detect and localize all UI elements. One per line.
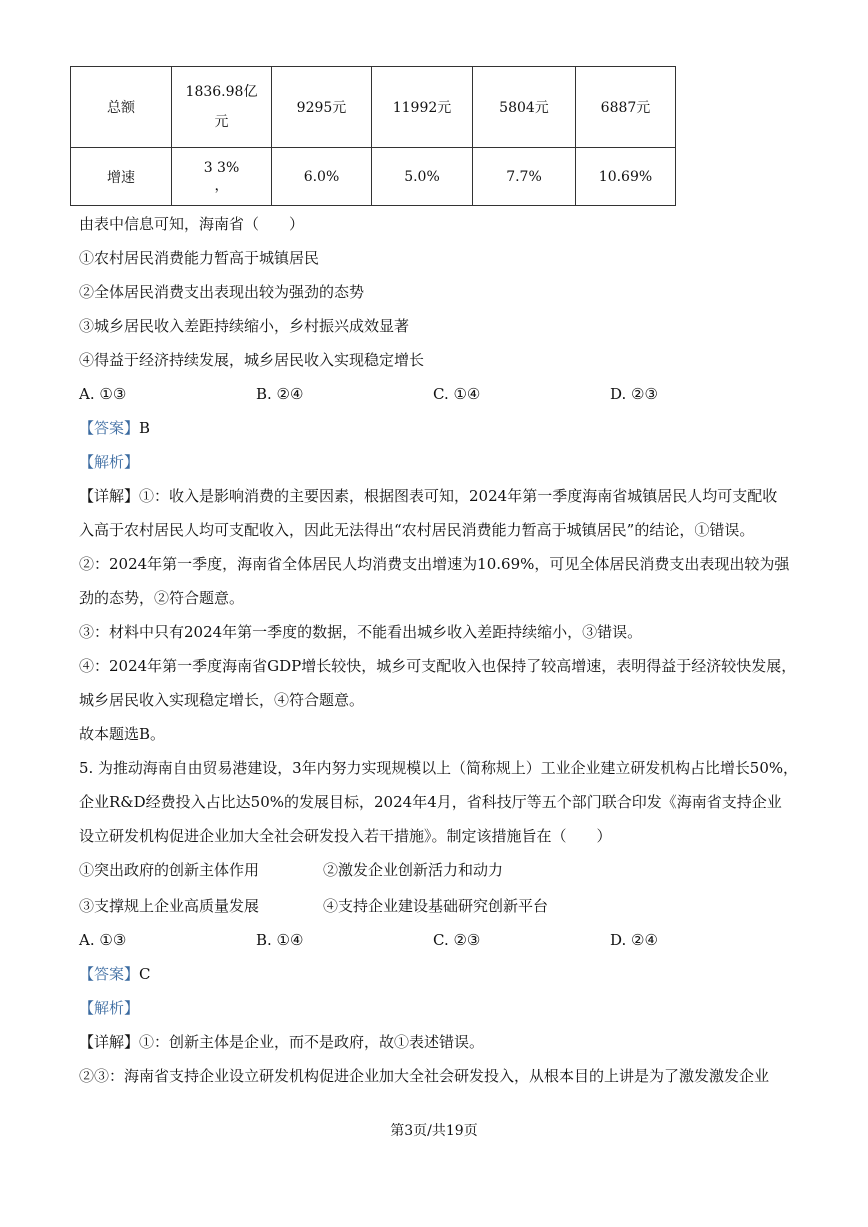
- table-cell: 7.7%: [473, 148, 576, 206]
- analysis-tag: 【解析】: [79, 453, 140, 471]
- table-cell: 6.0%: [272, 148, 372, 206]
- answer-tag: 【答案】: [79, 965, 140, 983]
- option-d: D. ②④: [610, 931, 658, 949]
- detail-line: 入高于农村居民人均可支配收入，因此无法得出“农村居民消费能力暂高于城镇居民”的结论，①错误。: [79, 521, 755, 539]
- option-b: B. ②④: [256, 385, 304, 403]
- statement-item: ③城乡居民收入差距持续缩小，乡村振兴成效显著: [79, 317, 410, 335]
- statement-item: ②激发企业创新活力和动力: [323, 861, 504, 879]
- option-c: C. ②③: [433, 931, 481, 949]
- question-stem: 设立研发机构促进企业加大全社会研发投入若干措施》。制定该措施旨在（ ）: [79, 827, 612, 845]
- option-b: B. ①④: [256, 931, 304, 949]
- detail-text: ①：创新主体是企业，而不是政府，故①表述错误。: [139, 1033, 485, 1051]
- detail-line: 故本题选B。: [79, 725, 166, 743]
- statement-item: ④得益于经济持续发展，城乡居民收入实现稳定增长: [79, 351, 425, 369]
- answer-value: B: [139, 419, 151, 437]
- cell-text: 3 3%: [203, 159, 240, 176]
- cell-text: ，: [214, 177, 229, 194]
- table-row-total: [71, 67, 676, 148]
- table-cell: [172, 67, 272, 148]
- detail-line: ③：材料中只有2024年第一季度的数据，不能看出城乡收入差距持续缩小，③错误。: [79, 623, 643, 641]
- answer-line: [79, 418, 150, 438]
- row-label-total: 总额: [71, 67, 172, 148]
- question-stem: 由表中信息可知，海南省（ ）: [79, 215, 305, 233]
- cell-text: 1836.98亿: [185, 84, 258, 100]
- table-cell: 9295元: [272, 67, 372, 148]
- detail-line: 劲的态势，②符合题意。: [79, 589, 245, 607]
- analysis-tag: 【解析】: [79, 999, 140, 1017]
- detail-tag: 【详解】: [79, 487, 140, 505]
- table-row-growth: [71, 148, 676, 206]
- option-a: A. ①③: [79, 931, 127, 949]
- table-cell: 5804元: [473, 67, 576, 148]
- question-stem: 企业R&D经费投入占比达50%的发展目标，2024年4月，省科技厅等五个部门联合印发《海南省支持企业: [79, 793, 782, 811]
- table-cell: 10.69%: [576, 148, 676, 206]
- detail-line: [79, 1032, 484, 1052]
- data-table: [70, 66, 676, 206]
- row-label-growth: 增速: [71, 148, 172, 206]
- statement-item: ①突出政府的创新主体作用: [79, 861, 260, 879]
- detail-line: ④：2024年第一季度海南省GDP增长较快，城乡可支配收入也保持了较高增速，表明得益于经济较快发展，: [79, 657, 797, 675]
- question-stem: 5. 为推动海南自由贸易港建设，3年内努力实现规模以上（简称规上）工业企业建立研发机构占比增长50%，: [79, 759, 798, 777]
- table-cell: 11992元: [372, 67, 473, 148]
- statement-item: ④支持企业建设基础研究创新平台: [323, 897, 549, 915]
- page-footer: 第3页/共19页: [390, 1123, 478, 1139]
- statement-item: ②全体居民消费支出表现出较为强劲的态势: [79, 283, 365, 301]
- table-cell: 5.0%: [372, 148, 473, 206]
- detail-line: ②：2024年第一季度，海南省全体居民人均消费支出增速为10.69%，可见全体居民消费支出表现出较为强: [79, 555, 790, 573]
- detail-line: 城乡居民收入实现稳定增长，④符合题意。: [79, 691, 365, 709]
- detail-text: ①：收入是影响消费的主要因素，根据图表可知，2024年第一季度海南省城镇居民人均可支配收: [139, 487, 778, 505]
- answer-tag: 【答案】: [79, 419, 140, 437]
- answer-value: C: [139, 965, 151, 983]
- cell-text: 元: [214, 114, 229, 130]
- option-c: C. ①④: [433, 385, 481, 403]
- statement-item: ①农村居民消费能力暂高于城镇居民: [79, 249, 320, 267]
- detail-tag: 【详解】: [79, 1033, 140, 1051]
- option-a: A. ①③: [79, 385, 127, 403]
- detail-line: [79, 486, 777, 506]
- detail-line: ②③：海南省支持企业设立研发机构促进企业加大全社会研发投入，从根本目的上讲是为了激发激发企业: [79, 1067, 770, 1085]
- table-cell: 6887元: [576, 67, 676, 148]
- statement-item: ③支撑规上企业高质量发展: [79, 897, 260, 915]
- answer-line: [79, 964, 151, 984]
- option-d: D. ②③: [610, 385, 658, 403]
- table-cell: [172, 148, 272, 206]
